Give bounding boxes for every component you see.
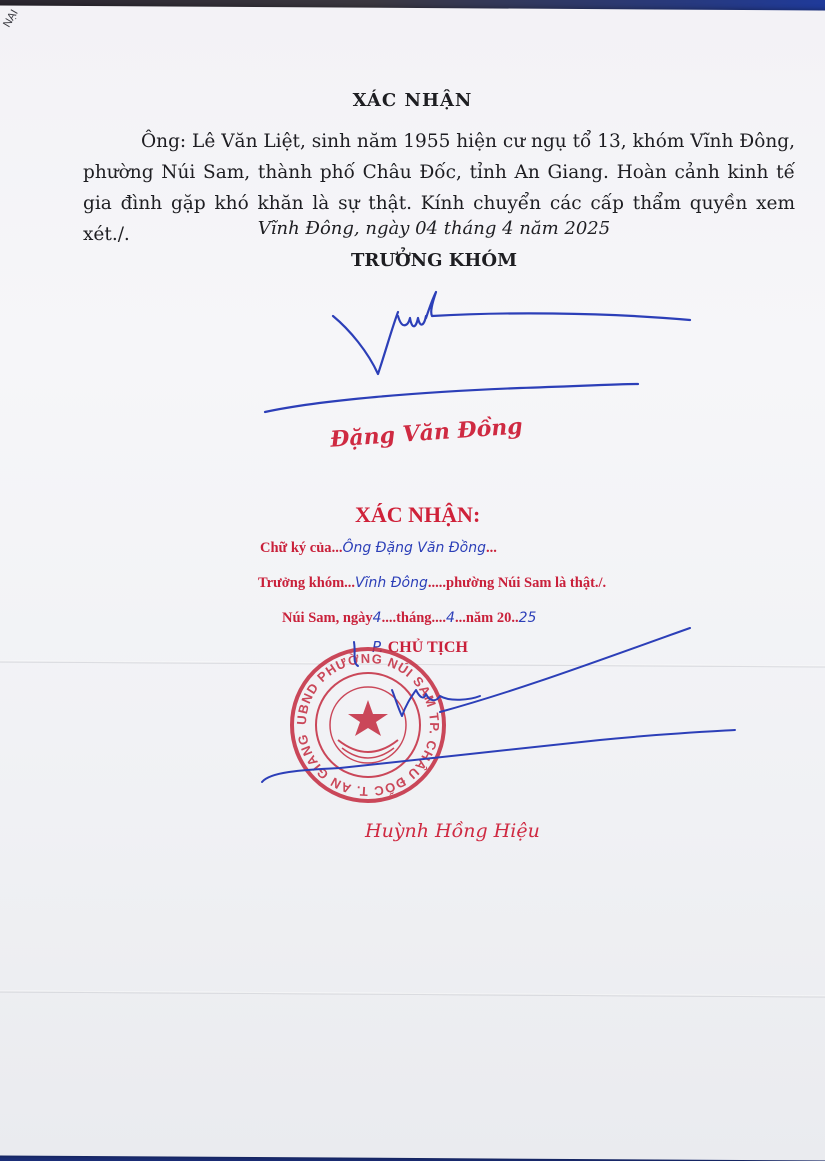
- line1-handwritten: Ông Đặng Văn Đồng: [342, 540, 486, 556]
- document-body: Ông: Lê Văn Liệt, sinh năm 1955 hiện cư ngụ tổ 13, khóm Vĩnh Đông, phường Núi Sam, thành phố Châu Đốc, tỉnh An Giang. Hoàn cảnh kinh tế gia đình gặp khó khăn là sự thật. Kính chuyển các cấp thẩm quyền xem xét./.: [83, 131, 795, 245]
- line2-suffix: .....phường Núi Sam là thật./.: [427, 575, 607, 591]
- line3-month: 4: [446, 610, 455, 626]
- document-title: XÁC NHẬN: [352, 90, 473, 111]
- role-label: CHỦ TỊCH: [387, 639, 468, 656]
- chairman-name-red-stamp: Huỳnh Hồng Hiệu: [365, 820, 540, 842]
- line3-year-label: ...năm 20..: [454, 610, 519, 626]
- line2-prefix: Trưởng khóm: [258, 575, 345, 591]
- line2-dots: ...: [344, 575, 356, 591]
- line3-year: 25: [518, 610, 537, 626]
- edge-text: NẠI: [1, 7, 21, 30]
- signer-name-red-stamp: Đặng Văn Đồng: [329, 413, 524, 453]
- line3-day: 4: [372, 610, 382, 626]
- certification-title: XÁC NHẬN:: [355, 502, 481, 527]
- line1-suffix: ...: [485, 540, 497, 556]
- seal-ring-text: UBND PHƯỜNG NÚI SAM TP. CHÂU ĐỐC T. AN GIANG: [293, 650, 443, 800]
- signer-role: TRƯỞNG KHÓM: [350, 250, 518, 271]
- role-prefix-handwritten: P.: [372, 638, 384, 656]
- line1-dots: ...: [331, 540, 343, 556]
- line1-prefix: Chữ ký của: [260, 540, 332, 556]
- line3-prefix: Núi Sam, ngày: [282, 610, 373, 626]
- line3-month-label: ....tháng....: [381, 610, 447, 626]
- date-line: Vĩnh Đông, ngày 04 tháng 4 năm 2025: [257, 218, 611, 239]
- line2-handwritten: Vĩnh Đông: [355, 575, 428, 591]
